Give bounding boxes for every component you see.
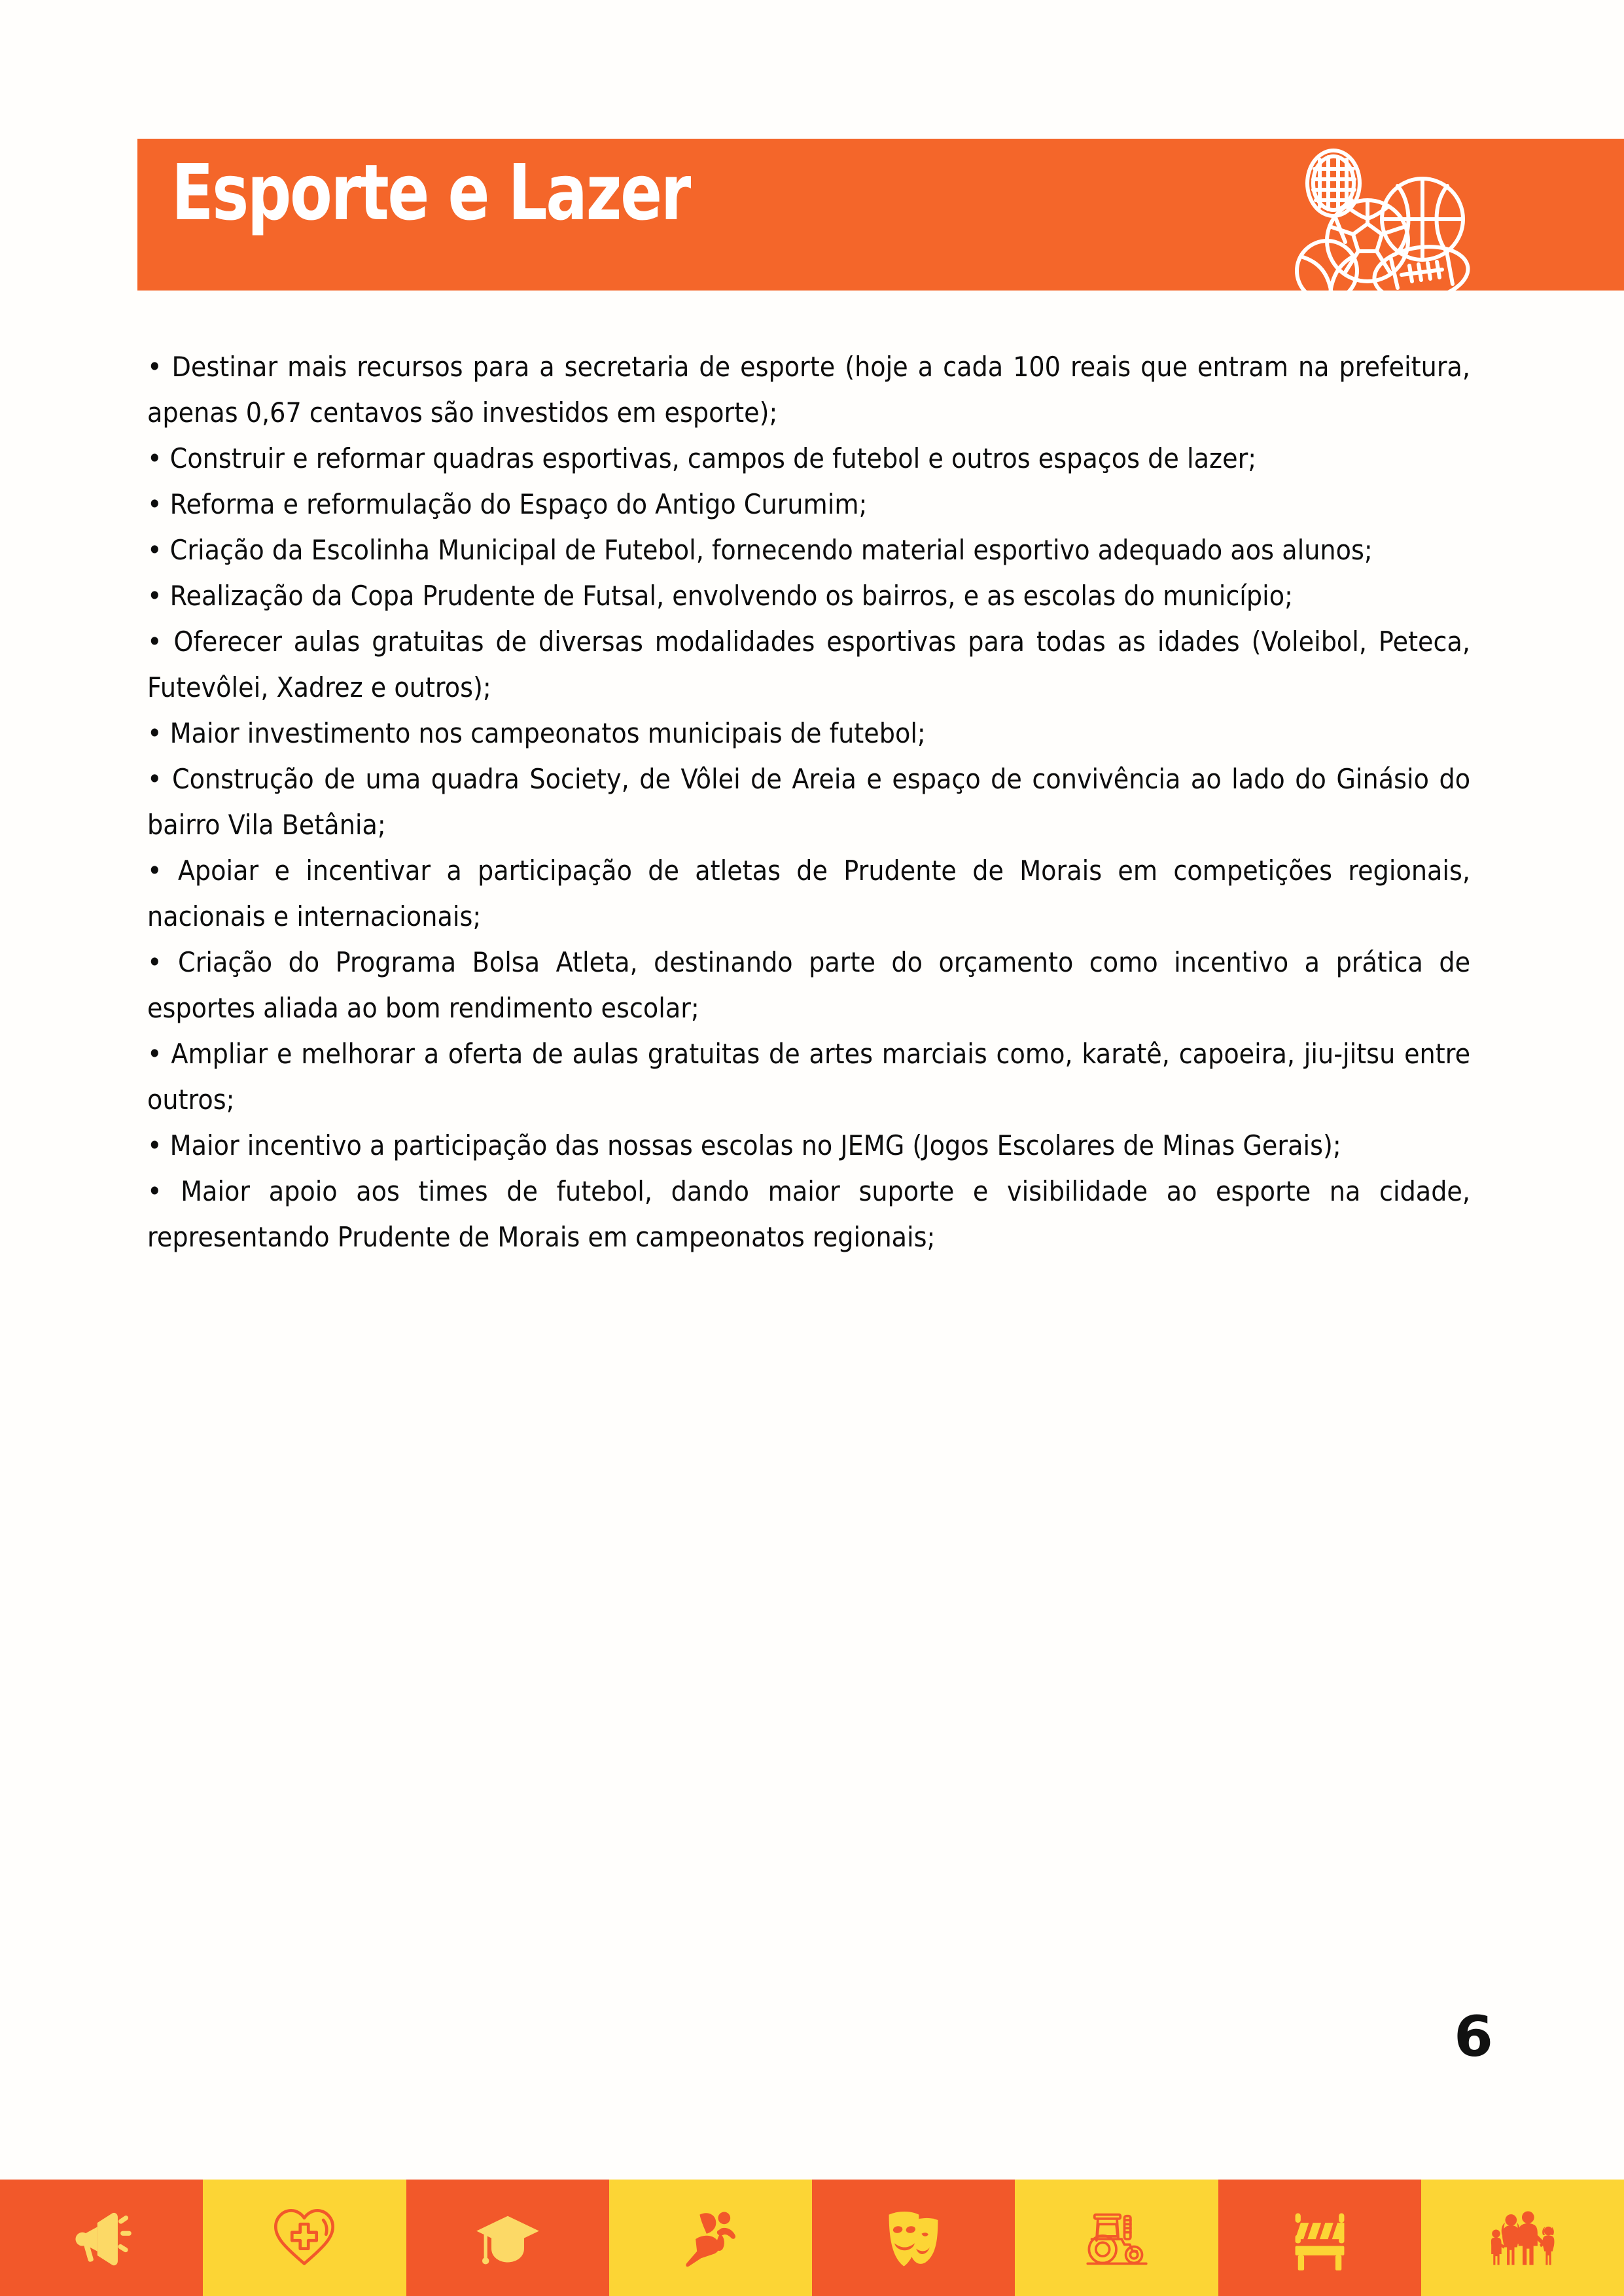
bullet-list bbox=[147, 344, 1470, 1260]
heart-cross-icon bbox=[270, 2204, 338, 2272]
list-item: • Destinar mais recursos para a secretaria de esporte (hoje a cada 100 reais que entram na prefeitura, apenas 0,67 centavos são investidos em esporte); bbox=[147, 351, 1471, 429]
section-header-band bbox=[137, 139, 1624, 291]
footer-cell-esporte bbox=[609, 2180, 812, 2296]
theater-masks-icon bbox=[879, 2204, 947, 2272]
sports-equipment-icon bbox=[1256, 143, 1472, 291]
list-item: • Construir e reformar quadras esportivas, campos de futebol e outros espaços de lazer; bbox=[147, 442, 1257, 474]
list-item: • Ampliar e melhorar a oferta de aulas gratuitas de artes marciais como, karatê, capoeira, jiu-jitsu entre outros; bbox=[147, 1038, 1471, 1116]
list-item: • Maior apoio aos times de futebol, dando maior suporte e visibilidade ao esporte na cidade, representando Prudente de Morais em campeonatos regionais; bbox=[147, 1175, 1471, 1253]
footer-cell-educacao bbox=[406, 2180, 609, 2296]
road-barrier-icon bbox=[1286, 2204, 1354, 2272]
runner-icon bbox=[677, 2204, 745, 2272]
list-item: • Realização da Copa Prudente de Futsal, envolvendo os bairros, e as escolas do município; bbox=[147, 580, 1293, 612]
page-title: Esporte e Lazer bbox=[171, 147, 690, 238]
list-item: • Maior incentivo a participação das nossas escolas no JEMG (Jogos Escolares de Minas Gerais); bbox=[147, 1129, 1341, 1161]
tractor-icon bbox=[1082, 2204, 1150, 2272]
family-icon bbox=[1489, 2204, 1557, 2272]
list-item: • Oferecer aulas gratuitas de diversas modalidades esportivas para todas as idades (Voleibol, Peteca, Futevôlei, Xadrez e outros); bbox=[147, 626, 1471, 703]
megaphone-icon bbox=[67, 2204, 135, 2272]
list-item: • Maior investimento nos campeonatos municipais de futebol; bbox=[147, 717, 926, 749]
list-item: • Criação do Programa Bolsa Atleta, destinando parte do orçamento como incentivo a prática de esportes aliada ao bom rendimento escolar; bbox=[147, 946, 1471, 1024]
footer-cell-infraestrutura bbox=[1218, 2180, 1421, 2296]
footer-cell-cultura bbox=[812, 2180, 1015, 2296]
footer-cell-saude bbox=[203, 2180, 406, 2296]
footer-icon-bar bbox=[0, 2180, 1624, 2296]
footer-cell-agricultura bbox=[1015, 2180, 1218, 2296]
list-item: • Criação da Escolinha Municipal de Futebol, fornecendo material esportivo adequado aos alunos; bbox=[147, 534, 1373, 566]
footer-cell-comunicacao bbox=[0, 2180, 203, 2296]
footer-cell-social bbox=[1421, 2180, 1624, 2296]
list-item: • Reforma e reformulação do Espaço do Antigo Curumim; bbox=[147, 488, 868, 520]
graduation-cap-icon bbox=[474, 2204, 542, 2272]
page-number: 6 bbox=[1454, 2004, 1493, 2070]
list-item: • Apoiar e incentivar a participação de atletas de Prudente de Morais em competições regionais, nacionais e internacionais; bbox=[147, 855, 1471, 932]
list-item: • Construção de uma quadra Society, de Vôlei de Areia e espaço de convivência ao lado do Ginásio do bairro Vila Betânia; bbox=[147, 763, 1471, 841]
